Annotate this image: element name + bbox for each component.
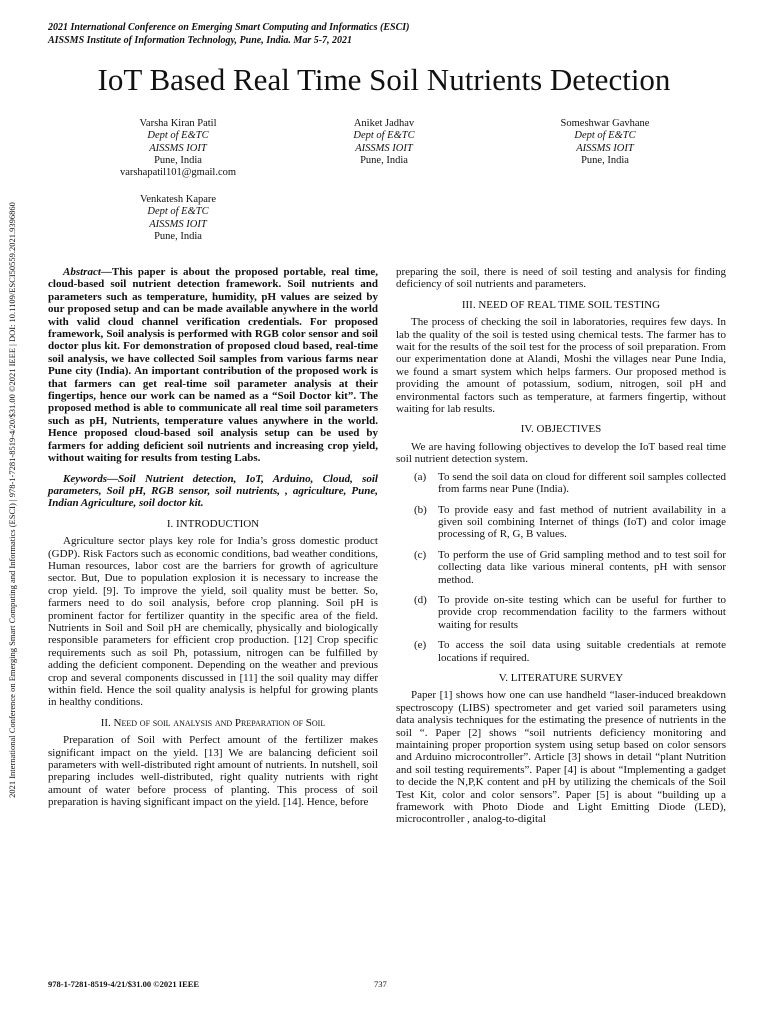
page-number: 737 — [374, 979, 387, 989]
list-item-text: To provide on-site testing which can be useful for further to provide crop recommendation facility to the farmers without waiting for results — [438, 593, 726, 631]
author-inst: AISSMS IOIT — [576, 142, 634, 154]
list-item-text: To provide easy and fast method of nutrient availability in a given soil combining Internet of things (IoT) and color image processing of R, G, B values. — [438, 503, 726, 541]
list-item — [396, 549, 726, 586]
soil-analysis-text: Preparation of Soil with Perfect amount of the fertilizer makes significant impact on the yield. [13] We are balancing deficient soil parameters with well-distributed right amount of nutrients. In nutshell, soil preparing includes well-distributed, right quality nutrients with right amount of water before process of planting. This process of soil preparation is having significant impact on the yield. [14]. Hence, before — [48, 734, 378, 809]
list-item-label: (e) — [414, 639, 427, 652]
author-name: Aniket Jadhav — [353, 118, 415, 129]
list-item-text: To perform the use of Grid sampling method and to test soil for collecting data like various mineral contents, pH with sensor method. — [438, 548, 726, 586]
real-time-testing-text: The process of checking the soil in laboratories, requires few days. In lab the quality of the soil is tested using chemical tests. The farmer has to wait for the results of the soil test for the process of soil preparation. From our experimentation done at Alandi, Moshi the villages near Pune India, we found a smart system which helps farmers. Our proposed method is providing the amount of potassium, sodium, nitrogen, soil pH and environmental factors such as temperature, at farmers fingertip, without waiting for lab results. — [396, 316, 726, 416]
author-block-4 — [78, 194, 278, 243]
author-email[interactable]: varshapatil101@gmail.com — [119, 167, 237, 179]
author-city: Pune, India — [581, 154, 629, 166]
author-name: Venkatesh Kapare — [139, 194, 217, 205]
right-column — [396, 266, 726, 831]
author-inst: AISSMS IOIT — [355, 142, 413, 154]
abstract-text: This paper is about the proposed portable, real time, cloud-based soil nutrient detection framework. Soil nutrients and parameters such as temperature, humidity, pH values are seized by our proposed setup and can be made available anywhere in the world with valid cloud channel verification credentials. For proposed framework, Soil analysis is performed with RGB color sensor and soil doctor plus kit. For demonstration of proposed cloud based, real-time soil analysis, we have collected Soil samples from various farms near Pune city (India). An important contribution of the proposed work is that farmers can get real-time soil parameter analysis at their fingertips, hence our work can be named as a “Soil Doctor kit”. The proposed method is able to communicate all real time soil parameters such as pH, Nutrients, temperature values anywhere in the world. Hence proposed cloud-based soil analysis setup can be used by farmers for adding deficient soil nutrients and increasing crop yield, without waiting for results from testing Labs. — [48, 266, 378, 465]
author-city: Pune, India — [360, 154, 408, 166]
author-dept: Dept of E&TC — [353, 130, 415, 142]
author-inst: AISSMS IOIT — [149, 142, 207, 154]
author-inst: AISSMS IOIT — [149, 218, 207, 230]
keywords-label: Keywords— — [63, 472, 118, 485]
side-doi-strip: 2021 International Conference on Emerging Smart Computing and Informatics (ESCI) | 978-1-7281-8519-4/20/$31.00 ©2021 IEEE | DOI: 10.1109/ESCI50559.2021.9396860 — [7, 202, 17, 798]
author-dept: Dept of E&TC — [574, 130, 636, 142]
list-item — [396, 594, 726, 631]
list-item-text: To send the soil data on cloud for different soil samples collected from farms near Pune (India). — [438, 470, 726, 496]
list-item-text: To access the soil data using suitable credentials at remote locations if required. — [438, 639, 726, 664]
list-item-label: (a) — [414, 470, 427, 483]
objectives-intro: We are having following objectives to develop the IoT based real time soil nutrient detection system. — [396, 440, 726, 466]
author-dept: Dept of E&TC — [147, 206, 209, 218]
paper-title: IoT Based Real Time Soil Nutrients Detection — [97, 62, 671, 97]
author-block-2 — [284, 118, 484, 167]
author-city: Pune, India — [154, 154, 202, 166]
literature-survey-text: Paper [1] shows how one can use handheld “laser-induced breakdown spectroscopy (LIBS) spectrometer and get varied soil parameters using data analysis techniques for the estimating the presence of nutrients in the soil “. Paper [2] shows “soil nutrients deficiency monitoring and maintaining proper proportion system using setup based on color sensors and Arduino microcontroller”. Article [3] shows in detail “plant Nutrition and soil testing requirements”. Paper [4] is about “Implementing a gadget to decide the N,P,K content and pH by utilizing the chemicals of the Soil Test Kit, color and color sensors”. Paper [5] is about “building up a framework with Photo Diode and Light Emitting Diode (LED), microcontroller , analog-to-digital — [396, 689, 726, 826]
footer-copyright: 978-1-7281-8519-4/21/$31.00 ©2021 IEEE — [48, 979, 200, 989]
objectives-list — [396, 471, 726, 664]
section-heading-objectives: IV. OBJECTIVES — [520, 423, 602, 436]
author-block-3 — [505, 118, 705, 167]
author-dept: Dept of E&TC — [147, 130, 209, 142]
section-heading-real-time-testing: III. NEED OF REAL TIME SOIL TESTING — [461, 298, 661, 311]
author-name: Varsha Kiran Patil — [139, 118, 217, 129]
keywords-text: Soil Nutrient detection, IoT, Arduino, Cloud, soil parameters, Soil pH, RGB sensor, soil nutrients, , agriculture, Pune, Indian Agriculture, soil doctor kit. — [48, 472, 378, 510]
author-city: Pune, India — [154, 230, 202, 242]
abstract-label: Abstract— — [63, 266, 112, 278]
left-column — [48, 266, 378, 814]
introduction-text: Agriculture sector plays key role for India’s gross domestic product (GDP). Risk Factors such as economic conditions, bad weather conditions, Human resources, labor cost are the barriers for growth of agriculture sector. But, Due to population explosion it is necessary to increase the crop yield. [9]. To improve the yield, soil quality must be better. So, farmers need to do soil analysis, before crop planning. Soil pH is prominent factor for fertilizer quantity in the specific area of the field. Nutrients in Soil and Soil pH are chemically, physically and biologically responsible parameters for efficient crop production. [12] Crop specific requirements such as soil Ph, potassium, nitrogen can be fulfilled by adding the deficient component. Depending on the weather and previous crop and several components discussed in [11] the soil quality may differ within field. Hence the soil quality analysis is helpful for growing plants in healthy conditions. — [48, 535, 378, 709]
conference-line-2: AISSMS Institute of Information Technology, Pune, India. Mar 5-7, 2021 — [48, 34, 353, 46]
list-item-label: (b) — [414, 503, 427, 516]
list-item — [396, 504, 726, 541]
conference-header — [48, 22, 409, 47]
author-block-1 — [78, 118, 278, 179]
section-heading-introduction: I. INTRODUCTION — [166, 517, 260, 530]
list-item — [396, 471, 726, 496]
list-item-label: (d) — [414, 593, 427, 606]
author-name: Someshwar Gavhane — [560, 118, 650, 129]
list-item — [396, 639, 726, 664]
section-heading-soil-analysis: II. Need of soil analysis and Preparation of Soil — [100, 716, 326, 729]
keywords — [48, 473, 378, 510]
abstract — [48, 266, 378, 465]
continued-text: preparing the soil, there is need of soil testing and analysis for finding deficiency of soil nutrients and parameters. — [396, 266, 726, 291]
conference-line-1: 2021 International Conference on Emerging Smart Computing and Informatics (ESCI) — [48, 22, 410, 33]
section-heading-literature-survey: V. LITERATURE SURVEY — [498, 671, 624, 684]
list-item-label: (c) — [414, 548, 427, 561]
